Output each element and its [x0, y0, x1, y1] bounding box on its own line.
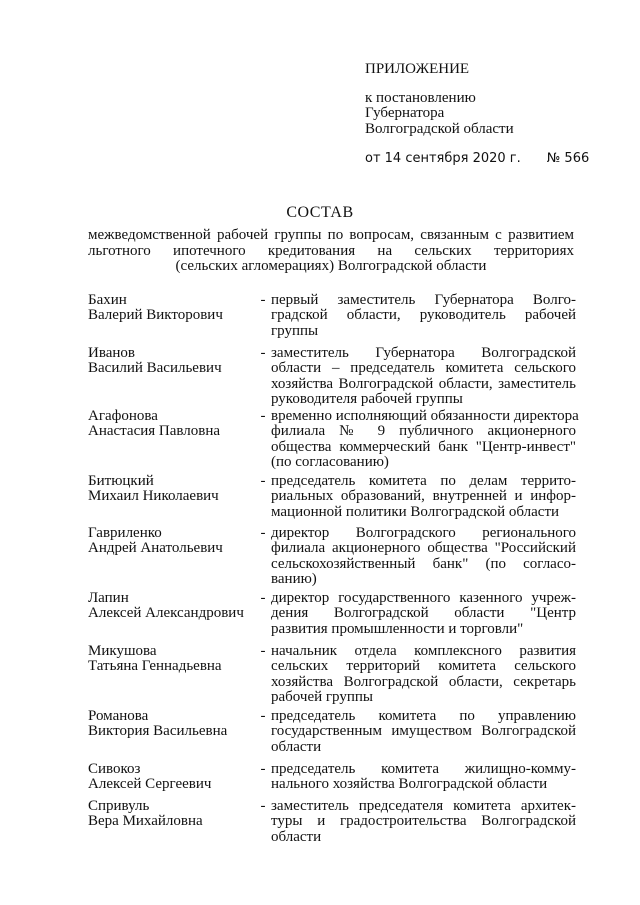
- subtitle-line: льготного ипотечного кредитования на сельских территориях: [88, 242, 574, 259]
- member-surname: Агафонова: [88, 408, 158, 424]
- member-surname: Микушова: [88, 643, 157, 659]
- role-line: заместитель председателя комитета архитек-: [271, 798, 576, 814]
- member-role: [271, 526, 576, 588]
- member-name: [88, 644, 258, 675]
- document-subtitle: [88, 228, 574, 275]
- appendix-block: [365, 62, 605, 167]
- role-line: филиала акционерного общества "Российский: [271, 540, 576, 557]
- member-name: [88, 409, 258, 440]
- member-name: [88, 526, 258, 557]
- member-surname: Сивокоз: [88, 761, 141, 777]
- role-line: области: [271, 828, 322, 845]
- decree-date: от 14 сентября 2020 г.: [365, 151, 521, 166]
- member-given-names: Василий Васильевич: [88, 360, 222, 377]
- role-line: филиала № 9 публичного акционерного: [271, 423, 576, 440]
- role-line: общества коммерческий банк "Центр-инвест": [271, 438, 576, 455]
- role-line: риальных образований, внутренней и инфор-: [271, 488, 576, 505]
- member-dash: -: [260, 798, 266, 814]
- member-surname: Битюцкий: [88, 473, 154, 489]
- role-line: рабочей группы: [271, 689, 373, 706]
- member-name: [88, 474, 258, 505]
- role-line: временно исполняющий обязанности директора: [271, 408, 579, 424]
- member-name: [88, 591, 258, 622]
- appendix-line: Губернатора: [365, 105, 445, 121]
- member-role: [271, 591, 576, 637]
- role-line: сельских территорий комитета сельского: [271, 658, 576, 675]
- role-line: мационной политики Волгоградской области: [271, 503, 560, 520]
- role-line: нального хозяйства Волгоградской области: [271, 776, 548, 793]
- member-role: [271, 762, 576, 793]
- role-line: начальник отдела комплексного развития: [271, 643, 576, 659]
- role-line: директор Волгоградского регионального: [271, 525, 576, 541]
- member-given-names: Алексей Александрович: [88, 605, 244, 622]
- role-line: государственным имуществом Волгоградской: [271, 723, 576, 740]
- role-line: ванию): [271, 571, 317, 588]
- member-given-names: Анастасия Павловна: [88, 423, 221, 440]
- role-line: директор государственного казенного учреж-: [271, 590, 576, 606]
- role-line: (по согласованию): [271, 454, 389, 471]
- appendix-title: ПРИЛОЖЕНИЕ: [365, 61, 470, 77]
- member-given-names: Татьяна Геннадьевна: [88, 658, 222, 675]
- member-role: [271, 474, 576, 520]
- role-line: заместитель Губернатора Волгоградской: [271, 345, 576, 361]
- role-line: туры и градостроительства Волгоградской: [271, 813, 576, 830]
- member-role: [271, 799, 576, 845]
- decree-date-line: [365, 151, 605, 167]
- member-surname: Бахин: [88, 292, 127, 308]
- role-line: хозяйства Волгоградской области, заместитель: [271, 375, 576, 392]
- member-surname: Спривуль: [88, 798, 150, 814]
- role-line: группы: [271, 322, 319, 339]
- member-role: [271, 644, 576, 706]
- member-name: [88, 799, 258, 830]
- role-line: председатель комитета по делам террито-: [271, 473, 576, 489]
- member-dash: -: [260, 590, 266, 606]
- role-line: председатель комитета жилищно-комму-: [271, 761, 576, 777]
- appendix-line: к постановлению: [365, 89, 476, 106]
- member-given-names: Виктория Васильевна: [88, 723, 228, 740]
- member-dash: -: [260, 292, 266, 308]
- role-line: области: [271, 738, 322, 755]
- decree-number: № 566: [546, 151, 590, 166]
- member-name: [88, 293, 258, 324]
- role-line: области – председатель комитета сельского: [271, 360, 576, 377]
- role-line: первый заместитель Губернатора Волго-: [271, 292, 576, 308]
- member-surname: Гавриленко: [88, 525, 162, 541]
- member-role: [271, 709, 576, 755]
- member-dash: -: [260, 525, 266, 541]
- member-name: [88, 709, 258, 740]
- role-line: градской области, руководитель рабочей: [271, 307, 576, 324]
- member-name: [88, 346, 258, 377]
- member-dash: -: [260, 473, 266, 489]
- member-name: [88, 762, 258, 793]
- role-line: хозяйства Волгоградской области, секретарь: [271, 673, 576, 690]
- member-role: [271, 408, 579, 471]
- document-heading: СОСТАВ: [286, 204, 354, 221]
- role-line: сельскохозяйственный банк" (по согласо-: [271, 555, 576, 572]
- member-given-names: Алексей Сергеевич: [88, 776, 212, 793]
- member-dash: -: [260, 345, 266, 361]
- role-line: развития промышленности и торговли": [271, 620, 524, 637]
- member-given-names: Валерий Викторович: [88, 307, 223, 324]
- member-dash: -: [260, 408, 266, 424]
- member-given-names: Михаил Николаевич: [88, 488, 219, 505]
- member-role: [271, 346, 576, 408]
- member-dash: -: [260, 643, 266, 659]
- role-line: дения Волгоградской области "Центр: [271, 605, 576, 622]
- member-surname: Лапин: [88, 590, 129, 606]
- appendix-line: Волгоградской области: [365, 120, 514, 137]
- subtitle-line: межведомственной рабочей группы по вопросам, связанным с развитием: [88, 227, 574, 243]
- member-surname: Романова: [88, 708, 149, 724]
- member-dash: -: [260, 708, 266, 724]
- member-role: [271, 293, 576, 339]
- member-surname: Иванов: [88, 345, 135, 361]
- member-given-names: Вера Михайловна: [88, 813, 203, 830]
- member-dash: -: [260, 761, 266, 777]
- member-given-names: Андрей Анатольевич: [88, 540, 223, 557]
- subtitle-line: (сельских агломерациях) Волгоградской области: [175, 258, 487, 275]
- role-line: руководителя рабочей группы: [271, 391, 463, 408]
- role-line: председатель комитета по управлению: [271, 708, 576, 724]
